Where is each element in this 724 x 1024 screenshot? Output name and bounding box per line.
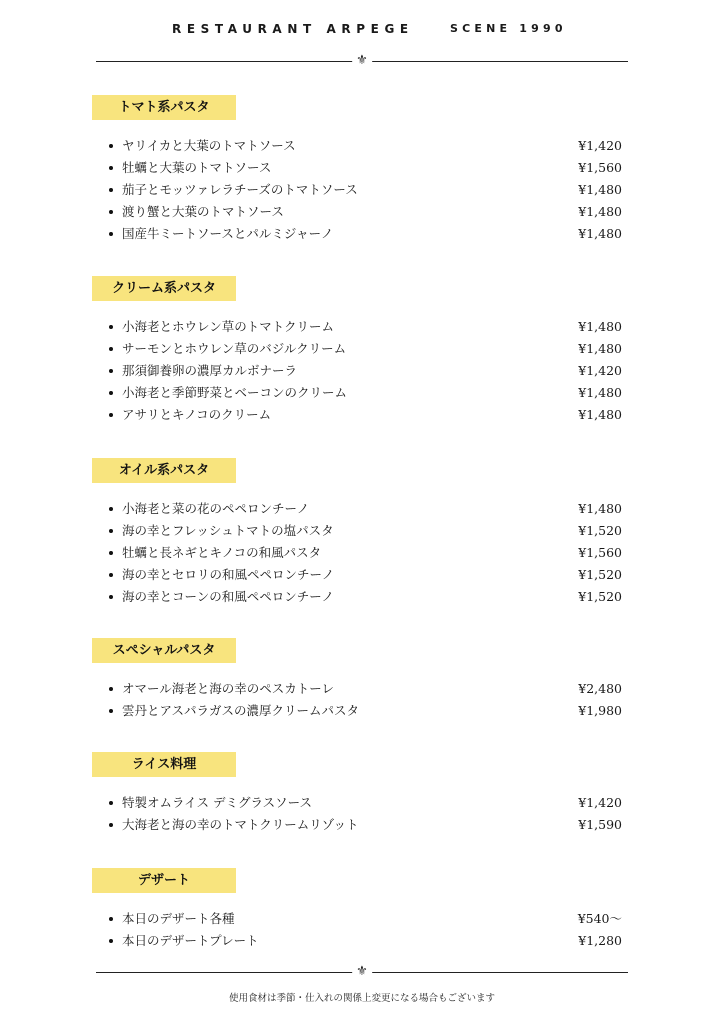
menu-item-price: ¥1,560 bbox=[578, 545, 622, 560]
menu-item-price: ¥1,480 bbox=[578, 385, 622, 400]
menu-item bbox=[92, 135, 622, 157]
bullet-icon bbox=[109, 144, 113, 148]
section-title: クリーム系パスタ bbox=[92, 276, 236, 301]
menu-item bbox=[92, 520, 622, 542]
menu-item-name: 大海老と海の幸のトマトクリームリゾット bbox=[122, 817, 359, 832]
menu-item-price: ¥1,280 bbox=[578, 933, 622, 948]
menu-item bbox=[92, 700, 622, 722]
menu-item-price: ¥1,480 bbox=[578, 341, 622, 356]
bullet-icon bbox=[109, 391, 113, 395]
fleur-de-lis-icon: ⚜ bbox=[352, 963, 372, 981]
bullet-icon bbox=[109, 551, 113, 555]
menu-item-name: 海の幸とコーンの和風ペペロンチーノ bbox=[122, 589, 335, 604]
menu-item bbox=[92, 316, 622, 338]
menu-item bbox=[92, 498, 622, 520]
menu-item bbox=[92, 564, 622, 586]
menu-header bbox=[0, 22, 724, 42]
menu-item-list bbox=[92, 498, 622, 608]
menu-item-price: ¥1,520 bbox=[578, 523, 622, 538]
bullet-icon bbox=[109, 166, 113, 170]
menu-item bbox=[92, 338, 622, 360]
menu-item bbox=[92, 382, 622, 404]
menu-item-name: 国産牛ミートソースとパルミジャーノ bbox=[122, 226, 334, 241]
menu-item-price: ¥540〜 bbox=[577, 911, 622, 926]
menu-item bbox=[92, 179, 622, 201]
menu-item-name: ヤリイカと大葉のトマトソース bbox=[122, 138, 296, 153]
bullet-icon bbox=[109, 232, 113, 236]
bullet-icon bbox=[109, 188, 113, 192]
menu-item bbox=[92, 814, 622, 836]
bullet-icon bbox=[109, 709, 113, 713]
bullet-icon bbox=[109, 347, 113, 351]
bullet-icon bbox=[109, 823, 113, 827]
bottom-divider bbox=[96, 966, 628, 980]
bullet-icon bbox=[109, 939, 113, 943]
bullet-icon bbox=[109, 529, 113, 533]
menu-item-name: 雲丹とアスパラガスの濃厚クリームパスタ bbox=[122, 703, 360, 718]
footer-note: 使用食材は季節・仕入れの関係上変更になる場合もございます bbox=[228, 993, 495, 1004]
restaurant-name: RESTAURANT ARPEGE bbox=[172, 22, 414, 36]
bullet-icon bbox=[109, 917, 113, 921]
menu-item-name: 本日のデザートプレート bbox=[122, 933, 259, 948]
top-divider bbox=[96, 55, 628, 69]
menu-item-name: 牡蠣と大葉のトマトソース bbox=[122, 160, 272, 175]
menu-item bbox=[92, 908, 622, 930]
menu-item-price: ¥1,480 bbox=[578, 226, 622, 241]
menu-item-name: 特製オムライス デミグラスソース bbox=[122, 795, 312, 810]
menu-item-name: サーモンとホウレン草のバジルクリーム bbox=[122, 341, 347, 356]
scene-label: SCENE 1990 bbox=[450, 22, 567, 35]
menu-item-price: ¥1,590 bbox=[578, 817, 622, 832]
bullet-icon bbox=[109, 325, 113, 329]
bullet-icon bbox=[109, 507, 113, 511]
menu-item-list bbox=[92, 678, 622, 722]
menu-item-list bbox=[92, 135, 622, 245]
menu-item-price: ¥1,980 bbox=[578, 703, 622, 718]
menu-item-list bbox=[92, 908, 622, 952]
menu-item-price: ¥1,520 bbox=[578, 567, 622, 582]
menu-item-price: ¥1,480 bbox=[578, 501, 622, 516]
menu-item-name: 小海老とホウレン草のトマトクリーム bbox=[122, 319, 334, 334]
menu-item bbox=[92, 404, 622, 426]
menu-item-name: 海の幸とフレッシュトマトの塩パスタ bbox=[122, 523, 334, 538]
menu-item-name: 牡蠣と長ネギとキノコの和風パスタ bbox=[122, 545, 322, 560]
menu-item-price: ¥1,480 bbox=[578, 319, 622, 334]
menu-item bbox=[92, 792, 622, 814]
menu-item-price: ¥1,480 bbox=[578, 182, 622, 197]
menu-item bbox=[92, 223, 622, 245]
menu-item-price: ¥1,560 bbox=[578, 160, 622, 175]
bullet-icon bbox=[109, 687, 113, 691]
menu-item-price: ¥2,480 bbox=[578, 681, 622, 696]
menu-item-price: ¥1,480 bbox=[578, 407, 622, 422]
section-title: トマト系パスタ bbox=[92, 95, 236, 120]
menu-item-name: 茄子とモッツァレラチーズのトマトソース bbox=[122, 182, 358, 197]
menu-item bbox=[92, 542, 622, 564]
menu-item-name: オマール海老と海の幸のペスカトーレ bbox=[122, 681, 335, 696]
menu-item bbox=[92, 586, 622, 608]
menu-item-price: ¥1,420 bbox=[578, 363, 622, 378]
section-title: ライス料理 bbox=[92, 752, 236, 777]
bullet-icon bbox=[109, 369, 113, 373]
menu-item-name: 海の幸とセロリの和風ペペロンチーノ bbox=[122, 567, 335, 582]
menu-item-price: ¥1,420 bbox=[578, 795, 622, 810]
menu-item-list bbox=[92, 316, 622, 426]
section-title: オイル系パスタ bbox=[92, 458, 236, 483]
menu-item-name: 小海老と菜の花のペペロンチーノ bbox=[122, 501, 310, 516]
menu-item-name: 小海老と季節野菜とベーコンのクリーム bbox=[122, 385, 348, 400]
bullet-icon bbox=[109, 573, 113, 577]
bullet-icon bbox=[109, 210, 113, 214]
menu-item-price: ¥1,520 bbox=[578, 589, 622, 604]
menu-item-name: 本日のデザート各種 bbox=[122, 911, 235, 926]
menu-item bbox=[92, 360, 622, 382]
fleur-de-lis-icon: ⚜ bbox=[352, 52, 372, 70]
menu-item bbox=[92, 157, 622, 179]
menu-item-list bbox=[92, 792, 622, 836]
menu-item bbox=[92, 678, 622, 700]
menu-item-name: アサリとキノコのクリーム bbox=[122, 407, 272, 422]
bullet-icon bbox=[109, 595, 113, 599]
bullet-icon bbox=[109, 801, 113, 805]
bullet-icon bbox=[109, 413, 113, 417]
section-title: スペシャルパスタ bbox=[92, 638, 236, 663]
section-title: デザート bbox=[92, 868, 236, 893]
menu-item-price: ¥1,420 bbox=[578, 138, 622, 153]
menu-item-price: ¥1,480 bbox=[578, 204, 622, 219]
menu-item bbox=[92, 201, 622, 223]
menu-item-name: 渡り蟹と大葉のトマトソース bbox=[122, 204, 284, 219]
menu-item bbox=[92, 930, 622, 952]
menu-item-name: 那須御養卵の濃厚カルボナーラ bbox=[122, 363, 298, 378]
